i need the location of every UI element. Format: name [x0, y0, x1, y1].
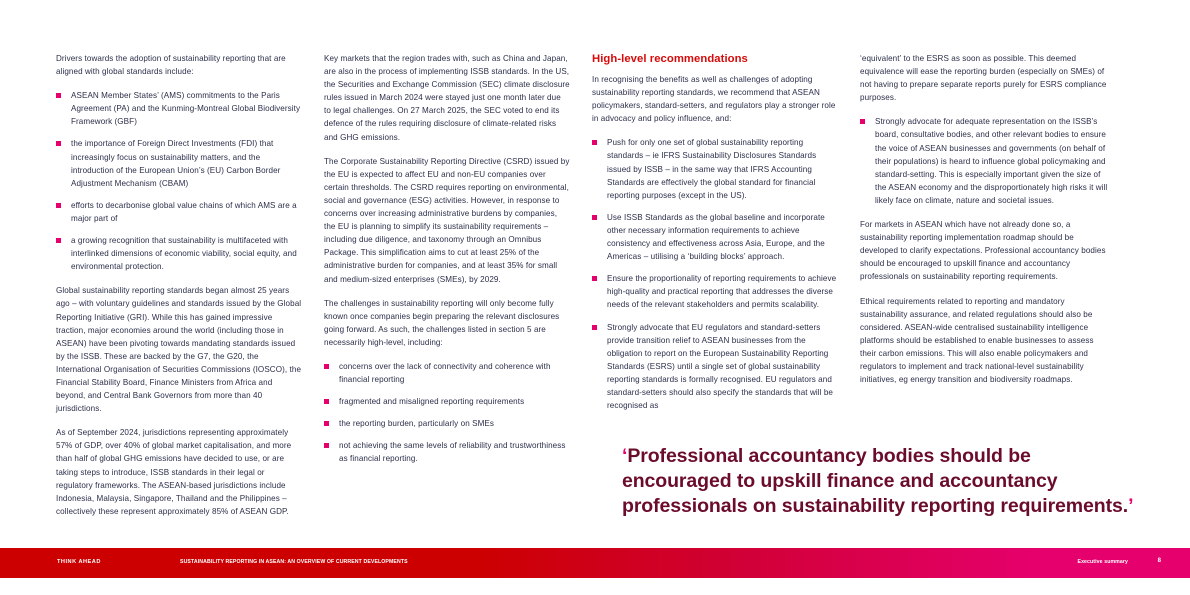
- bullet-square-icon: [56, 238, 61, 243]
- bullet-item-text: Push for only one set of global sustainability reporting standards – ie IFRS Sustainability Disclosures Standards issued by ISSB – in the same way that IFRS Accounting Standards are effectively the global standard for financial reporting purposes (except in the US).: [607, 138, 817, 200]
- bullet-item-text: not achieving the same levels of reliability and trustworthiness as financial reporting.: [339, 441, 566, 464]
- bullet-list-item: [592, 321, 838, 413]
- body-paragraph: Key markets that the region trades with, such as China and Japan, are also in the process of implementing ISSB standards. In the US, the Securities and Exchange Commission (SEC) climate disclosure rules issued in March 2024 were stayed just one month later due to legal challenges. On 27 March 2025, the SEC voted to end its defence of the rules requiring disclosure of climate-related risks and GHG emissions.: [324, 54, 570, 142]
- bullet-square-icon: [324, 364, 329, 369]
- bullet-list-item: [592, 211, 838, 263]
- bullet-list-item: [56, 199, 302, 225]
- body-paragraph: Global sustainability reporting standards began almost 25 years ago – with voluntary guidelines and standards issued by the Global Reporting Initiative (GRI). While this has gained impressive traction, major economies around the world (including those in ASEAN) have been pivoting towards mandating standards issued by the ISSB. These are backed by the G7, the G20, the International Organisation of Securities Commissions (IOSCO), the Financial Stability Board, Finance Ministers from Africa and beyond, and Central Bank Governors from more than 40 jurisdictions.: [56, 286, 302, 414]
- bullet-square-icon: [860, 119, 865, 124]
- bullet-list-item: [56, 89, 302, 128]
- body-paragraph: For markets in ASEAN which have not already done so, a sustainability reporting implementation roadmap should be developed to clarify expectations. Professional accountancy bodies should be encouraged to upskill finance and accountancy professionals on sustainability reporting requirements.: [860, 220, 1106, 282]
- bullet-list-item: [324, 395, 570, 408]
- bullet-list-item: [324, 439, 570, 465]
- body-paragraph: As of September 2024, jurisdictions representing approximately 57% of GDP, over 40% of global market capitalisation, and more than half of global GHG emissions have decided to use, or are taking steps to introduce, ISSB standards in their legal or regulatory frameworks. The ASEAN-based jurisdictions include Indonesia, Malaysia, Singapore, Thailand and the Philippines – collectively these represent approximately 85% of ASEAN GDP.: [56, 428, 292, 516]
- bullet-list: [56, 89, 302, 273]
- bullet-list: [324, 360, 570, 466]
- bullet-item-text: the reporting burden, particularly on SMEs: [339, 419, 495, 429]
- footer-section-name: Executive summary: [1077, 559, 1128, 565]
- bullet-list: [592, 136, 838, 412]
- pull-quote-open-quote: ‘: [622, 445, 628, 467]
- body-paragraph: In recognising the benefits as well as challenges of adopting sustainability reporting standards, we recommend that ASEAN policymakers, standard-setters, and regulators play a stronger role in advocacy and policy influence, and:: [592, 75, 836, 124]
- bullet-square-icon: [592, 276, 597, 281]
- bullet-item-text: Strongly advocate for adequate representation on the ISSB’s board, consultative bodies, and other relevant bodies to ensure the voice of ASEAN businesses and governments (on behalf of their populations) is heard to influence global policymaking and standard-setting. This is especially important given the size of the ASEAN economy and the disproportionately high risks it will likely face on climate, nature and societal issues.: [875, 117, 1108, 205]
- bullet-list-item: [592, 136, 838, 201]
- bullet-square-icon: [56, 203, 61, 208]
- bullet-item-text: concerns over the lack of connectivity and coherence with financial reporting: [339, 361, 551, 385]
- bullet-item-text: fragmented and misaligned reporting requirements: [339, 397, 525, 407]
- page-footer: [0, 548, 1190, 578]
- footer-brand: THINK AHEAD: [57, 559, 101, 565]
- text-column-1: [56, 52, 302, 522]
- bullet-square-icon: [592, 215, 597, 220]
- body-paragraph: The Corporate Sustainability Reporting Directive (CSRD) issued by the EU is expected to affect EU and non-EU companies over certain thresholds. The CSRD requires reporting on environmental, social and governance (ESG) activities. However, in response to concerns over increasing administrative burdens by companies, the EU is planning to simplify its sustainability requirements – including due diligence, and taxonomy through an Omnibus Package. This simplification aims to cut at least 25% of the administrative burden for companies, and at least 35% for small and medium-sized enterprises (SMEs), by 2029.: [324, 156, 570, 284]
- bullet-item-text: a growing recognition that sustainability is multifaceted with interlinked dimensions of economic viability, social equity, and environmental protection.: [71, 236, 297, 272]
- bullet-square-icon: [324, 421, 329, 426]
- pull-quote: [622, 444, 1142, 519]
- body-paragraph: Drivers towards the adoption of sustainability reporting that are aligned with global standards include:: [56, 54, 286, 77]
- bullet-square-icon: [56, 141, 61, 146]
- footer-document-title: SUSTAINABILITY REPORTING IN ASEAN: AN OVERVIEW OF CURRENT DEVELOPMENTS: [180, 559, 408, 565]
- bullet-square-icon: [56, 93, 61, 98]
- bullet-item-text: Strongly advocate that EU regulators and standard-setters provide transition relief to ASEAN businesses from the obligation to report on the European Sustainability Reporting Standards (ESRS) until a single set of global sustainability reporting standards is formally recognised. EU regulators and standard-setters should also specify the standards that will be recognised as: [607, 322, 834, 411]
- bullet-list-item: [56, 137, 302, 189]
- bullet-list-item: [56, 234, 302, 273]
- text-column-2: [324, 52, 570, 522]
- body-paragraph: The challenges in sustainability reporting will only become fully known once companies begin preparing the relevant disclosures going forward. As such, the challenges listed in section 5 are necessarily high-level, including:: [324, 298, 560, 347]
- body-paragraph: Ethical requirements related to reporting and mandatory sustainability assurance, and related regulations should also be considered. ASEAN-wide centralised sustainability intelligence platforms should be established to enable businesses to assess their carbon emissions. This will also enable policymakers and regulators to implement and track national-level sustainability initiatives, eg energy transition and biodiversity roadmaps.: [860, 296, 1094, 385]
- bullet-square-icon: [592, 325, 597, 330]
- bullet-item-text: Use ISSB Standards as the global baseline and incorporate other necessary information requirements to achieve consistency and effectiveness across Asia, Europe, and the Americas – utilising a ‘building blocks’ approach.: [607, 212, 825, 262]
- bullet-list-item: [324, 417, 570, 430]
- bullet-item-text: the importance of Foreign Direct Investments (FDI) that increasingly focus on sustainability matters, and the introduction of the European Union’s (EU) Carbon Border Adjustment Mechanism (CBAM): [71, 139, 281, 188]
- bullet-square-icon: [592, 140, 597, 145]
- section-heading: High-level recommendations: [592, 53, 748, 65]
- bullet-list-item: [592, 272, 838, 311]
- pull-quote-text: Professional accountancy bodies should be encouraged to upskill finance and accountancy professionals on sustainability reporting requirements.: [622, 445, 1129, 517]
- footer-page-number: 8: [1157, 558, 1161, 564]
- bullet-square-icon: [324, 399, 329, 404]
- bullet-item-text: ASEAN Member States’ (AMS) commitments to the Paris Agreement (PA) and the Kunming-Montreal Global Biodiversity Framework (GBF): [71, 91, 301, 127]
- bullet-list-item: [324, 360, 570, 386]
- pull-quote-close-quote: ’: [1128, 495, 1134, 517]
- bullet-item-text: efforts to decarbonise global value chains of which AMS are a major part of: [71, 200, 297, 223]
- bullet-list: [860, 115, 1108, 207]
- bullet-item-text: Ensure the proportionality of reporting requirements to achieve high-quality and practical reporting that addresses the diverse needs of the relevant stakeholders and permits scalability.: [607, 274, 837, 310]
- bullet-square-icon: [324, 443, 329, 448]
- footer-inner: [0, 548, 1190, 578]
- bullet-list-item: [860, 115, 1108, 207]
- body-paragraph: ‘equivalent’ to the ESRS as soon as possible. This deemed equivalence will ease the reporting burden (especially on SMEs) of not having to prepare separate reports purely for ESRS compliance purposes.: [860, 54, 1107, 103]
